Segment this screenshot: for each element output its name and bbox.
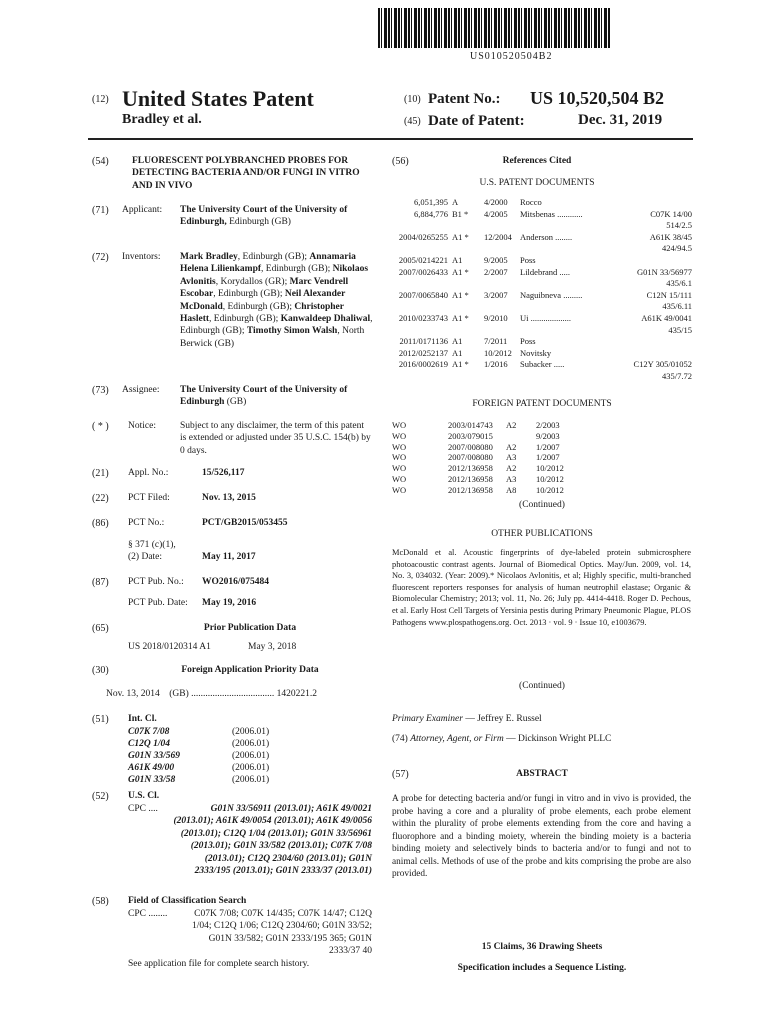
us-doc-cls: 435/15 <box>668 324 692 335</box>
us-doc-date: 4/2000 <box>484 197 508 207</box>
inventors-short: Bradley et al. <box>122 112 202 127</box>
priority-no: 1420221.2 <box>276 689 318 699</box>
us-doc-kind: A1 * <box>452 266 469 277</box>
us-doc-kind: A1 <box>452 347 463 358</box>
foreign-doc-date: 10/2012 <box>536 463 564 474</box>
priority-row <box>106 688 317 700</box>
inventor-name: Neil Alexander McDonald <box>180 289 346 312</box>
us-doc-kind: A <box>452 197 459 207</box>
foreign-doc-date: 9/2003 <box>536 430 560 441</box>
us-doc-name: Novitsky <box>520 347 552 358</box>
us-doc-cls: C12Y 305/01052 <box>633 359 692 370</box>
priority-dots: ................................... <box>191 689 275 699</box>
code-74: (74) <box>392 734 408 744</box>
us-doc-kind: A1 * <box>452 231 469 242</box>
patent-number: US 10,520,504 B2 <box>530 88 665 108</box>
us-doc-name: Poss <box>520 336 536 347</box>
code-52: (52) <box>92 791 109 802</box>
inventor-place: , Edinburgh (GB); <box>180 314 373 337</box>
pct-filed: Nov. 13, 2015 <box>202 493 256 503</box>
pct-pub-date-label: PCT Pub. Date: <box>128 598 188 608</box>
foreign-doc-kind: A3 <box>506 474 517 484</box>
field-note: See application file for complete search history. <box>128 959 310 969</box>
inventor-place: , North Berwick (GB) <box>180 326 365 349</box>
us-doc-kind: A1 * <box>452 289 469 300</box>
us-doc-cls: 514/2.5 <box>666 220 692 231</box>
foreign-doc-no: 2003/079015 <box>448 430 493 441</box>
inventor-place: , Edinburgh (GB); <box>213 289 285 300</box>
us-doc-name: Poss <box>520 255 536 265</box>
code-57: (57) <box>392 769 409 780</box>
other-pubs-text: McDonald et al. Acoustic fingerprints of dye-labeled protein submicrosphere photoacoustic contrast agents. Journal of Biomedical Optics. May/Jun. 2009, vol. 14, No. 3, 034032. (Year: 2009).* Nicolaos Avlonitis, et al; Highly specific, multi-branched fluorescent reporters responses for analysis of human neutrophil elastase; Organic & Biomolecular Chemistry; 2013; vol. 11, No. 26; July pp. 4414-4418. Roger D. Pechous, et al. Early Host Cell Targets of Yersinia pestis during Primary Pneumonic Plague, PLOS Pathogens www.plospathogens.org. Oct. 2013 · vol. 9 · Issue 10, e1003679. <box>392 548 691 627</box>
patent-date: Dec. 31, 2019 <box>578 112 663 128</box>
notice-label: Notice: <box>128 421 156 431</box>
us-doc-date: 1/2016 <box>484 359 508 370</box>
inventors-list <box>180 251 375 350</box>
code-30: (30) <box>92 665 109 676</box>
us-doc-kind: A1 <box>452 255 463 265</box>
us-doc-cls: A61K 49/0041 <box>641 313 692 323</box>
attorney <box>392 733 611 745</box>
inventor-name: Timothy Simon Walsh <box>246 326 338 337</box>
inventor-place: , Edinburgh (GB); <box>209 314 281 325</box>
us-doc-no: 2016/0002619 <box>398 359 448 370</box>
us-doc-cls: 435/7.72 <box>662 371 692 381</box>
us-doc-name: Mitsbenas ............ <box>520 208 583 219</box>
abstract-heading: ABSTRACT <box>516 769 568 779</box>
foreign-doc-date: 1/2007 <box>536 441 560 452</box>
us-doc-no: 2011/0171136 <box>399 336 448 347</box>
foreign-doc-kind: A3 <box>506 452 517 463</box>
int-cl-year: (2006.01) <box>232 775 270 785</box>
cpc-label: CPC .... <box>128 804 158 814</box>
foreign-doc-kind: A2 <box>506 420 517 430</box>
appl-no-label: Appl. No.: <box>128 468 169 478</box>
us-doc-no: 2010/0233743 <box>398 313 448 323</box>
code-56: (56) <box>392 156 409 167</box>
code-73: (73) <box>92 385 109 396</box>
us-doc-kind: B1 * <box>452 208 469 219</box>
continued-1: (Continued) <box>519 500 565 510</box>
continued-2: (Continued) <box>519 681 565 691</box>
primary-examiner-name: — Jeffrey E. Russel <box>462 714 542 724</box>
invention-title: FLUORESCENT POLYBRANCHED PROBES FOR DETECTING BACTERIA AND/OR FUNGI IN VITRO AND IN VIVO <box>132 156 360 191</box>
pct-filed-label: PCT Filed: <box>128 493 170 503</box>
inventor-place: , Edinburgh (GB); <box>237 252 310 262</box>
foreign-doc-c: WO <box>392 484 407 495</box>
foreign-doc-date: 10/2012 <box>536 474 564 484</box>
assignee-place: (GB) <box>224 397 247 408</box>
s371-label: § 371 (c)(1), <box>128 540 176 550</box>
code-58: (58) <box>92 896 109 907</box>
foreign-doc-date: 2/2003 <box>536 420 560 430</box>
us-docs-heading: U.S. PATENT DOCUMENTS <box>479 178 595 188</box>
foreign-doc-date: 10/2012 <box>536 484 564 495</box>
us-doc-name: Rocco <box>520 197 542 207</box>
code-10: (10) <box>404 94 421 105</box>
inventor-name: Mark Bradley <box>180 252 238 262</box>
patent-title: United States Patent <box>122 86 314 111</box>
inventor-place: , Korydallos (GR); <box>215 276 290 287</box>
foreign-doc-no: 2007/008080 <box>448 441 493 452</box>
prior-pub-heading: Prior Publication Data <box>203 623 297 633</box>
s371-date-label: (2) Date: <box>128 552 163 562</box>
int-cl-year: (2006.01) <box>232 739 270 749</box>
us-doc-name: Lildebrand ..... <box>520 266 571 277</box>
attorney-label: Attorney, Agent, or Firm <box>410 734 504 744</box>
us-doc-date: 7/2011 <box>484 336 508 347</box>
int-cl-year: (2006.01) <box>232 751 270 761</box>
priority-country: (GB) <box>169 689 189 699</box>
us-cl-label: U.S. Cl. <box>128 791 160 801</box>
foreign-doc-c: WO <box>392 441 407 452</box>
barcode <box>378 8 610 48</box>
us-doc-kind: A1 <box>452 336 463 347</box>
code-65: (65) <box>92 623 109 634</box>
primary-examiner <box>392 713 542 725</box>
us-doc-no: 6,884,776 <box>414 208 448 219</box>
foreign-priority-heading: Foreign Application Priority Data <box>181 665 319 675</box>
us-doc-date: 12/2004 <box>484 231 512 242</box>
applicant-place: Edinburgh (GB) <box>226 217 291 228</box>
inventor-name: Christopher Haslett <box>180 301 344 325</box>
foreign-doc-c: WO <box>392 420 407 430</box>
us-doc-cls: C12N 15/111 <box>646 289 692 300</box>
field-cpc-label: CPC ........ <box>128 909 168 919</box>
code-72: (72) <box>92 252 109 263</box>
assignee-label: Assignee: <box>122 385 160 395</box>
abstract-text: A probe for detecting bacteria and/or fungi in vitro and in vivo is provided, the probe having a core and a plurality of probe elements, each probe element within the plurality of probe elements extending from the core and having a fluorophore and a binding moiety, wherein the binding moiety is a bacteria binding moiety and selectively binds to bacteria and/or to fungi and not to animal cells. Methods of use of the probe and kits comprising the probe are also provided. <box>392 794 691 879</box>
us-doc-date: 3/2007 <box>484 289 508 300</box>
us-doc-no: 2007/0065840 <box>398 289 448 300</box>
other-pubs-heading: OTHER PUBLICATIONS <box>491 529 593 539</box>
cpc-text: G01N 33/56911 (2013.01); A61K 49/0021 (2013.01); A61K 49/0054 (2013.01); A61K 49/0056 (2013.01); C12Q 1/04 (2013.01); G01N 33/56961 (2013.01); G01N 33/582 (2013.01); C07K 7/08 (2013.01); C12Q 2304/60 (2013.01); G01N 2333/195 (2013.01); G01N 2333/37 (2013.01) <box>173 804 372 877</box>
foreign-heading: FOREIGN PATENT DOCUMENTS <box>472 399 612 409</box>
pct-pub-no-label: PCT Pub. No.: <box>128 577 184 587</box>
us-doc-no: 6,051,395 <box>414 197 448 207</box>
code-51: (51) <box>92 714 109 725</box>
int-cl-code: G01N 33/569 <box>128 751 180 761</box>
us-doc-kind: A1 * <box>452 313 469 323</box>
code-star: ( * ) <box>92 421 109 432</box>
s371-date: May 11, 2017 <box>202 552 256 562</box>
code-22: (22) <box>92 493 109 504</box>
applicant <box>180 204 370 229</box>
int-cl-label: Int. Cl. <box>128 714 157 724</box>
prior-pub-date: May 3, 2018 <box>248 642 297 652</box>
pct-no: PCT/GB2015/053455 <box>202 518 288 528</box>
foreign-doc-no: 2012/136958 <box>448 463 493 474</box>
us-doc-name: Anderson ........ <box>520 231 573 242</box>
pct-pub-no: WO2016/075484 <box>202 577 270 587</box>
us-doc-date: 9/2010 <box>484 313 508 323</box>
applicant-name: The University Court of the University of Edinburgh, <box>180 205 348 228</box>
us-doc-cls: 424/94.5 <box>662 243 692 254</box>
prior-pub-no: US 2018/0120314 A1 <box>128 642 211 652</box>
us-doc-name: Ui ................... <box>520 313 571 323</box>
us-doc-no: 2005/0214221 <box>398 255 448 265</box>
us-doc-no: 2007/0026433 <box>398 266 448 277</box>
field-search-label: Field of Classification Search <box>128 896 247 906</box>
inventor-name: Kanwaldeep Dhaliwal <box>280 314 371 325</box>
code-21: (21) <box>92 468 109 479</box>
int-cl-code: A61K 49/00 <box>128 763 175 773</box>
foreign-doc-kind: A2 <box>506 441 517 452</box>
code-87: (87) <box>92 577 109 588</box>
date-label: Date of Patent: <box>428 113 525 129</box>
inventor-name: Annamaria Helena Lilienkampf <box>180 252 356 275</box>
inventors-label: Inventors: <box>122 252 161 262</box>
us-doc-name: Subacker ..... <box>520 359 565 370</box>
us-doc-no: 2012/0252137 <box>398 347 448 358</box>
foreign-doc-no: 2003/014743 <box>448 420 493 430</box>
us-doc-cls: 435/6.11 <box>662 301 692 312</box>
code-54: (54) <box>92 156 109 167</box>
int-cl-year: (2006.01) <box>232 763 270 773</box>
inventor-name: Nikolaos Avlonitis <box>180 264 369 287</box>
pct-pub-date: May 19, 2016 <box>202 598 257 608</box>
foreign-doc-no: 2012/136958 <box>448 484 493 495</box>
inventor-place: , Edinburgh (GB); <box>261 264 333 275</box>
sequence-note: Specification includes a Sequence Listing. <box>457 963 627 973</box>
priority-date: Nov. 13, 2014 <box>106 689 160 699</box>
appl-no: 15/526,117 <box>202 468 245 478</box>
us-doc-cls: C07K 14/00 <box>650 208 692 219</box>
assignee <box>180 384 370 409</box>
attorney-name: — Dickinson Wright PLLC <box>503 734 612 744</box>
code-86: (86) <box>92 518 109 529</box>
code-12: (12) <box>92 94 109 105</box>
foreign-doc-kind: A2 <box>506 463 517 474</box>
foreign-doc-c: WO <box>392 430 407 441</box>
us-doc-kind: A1 * <box>452 359 469 370</box>
primary-examiner-label: Primary Examiner <box>392 714 463 724</box>
us-doc-cls: G01N 33/56977 <box>636 266 692 277</box>
inventor-place: , Edinburgh (GB); <box>222 301 295 312</box>
barcode-number: US010520504B2 <box>470 51 553 62</box>
int-cl-code: C07K 7/08 <box>128 727 170 737</box>
us-doc-cls: A61K 38/45 <box>649 231 692 242</box>
inventor-name: Marc Vendrell Escobar <box>180 276 349 300</box>
us-doc-date: 2/2007 <box>484 266 508 277</box>
int-cl-code: G01N 33/58 <box>128 775 176 785</box>
foreign-doc-no: 2012/136958 <box>448 474 493 484</box>
applicant-label: Applicant: <box>122 205 163 215</box>
foreign-doc-c: WO <box>392 463 407 474</box>
us-doc-cls: 435/6.1 <box>666 278 692 289</box>
foreign-doc-c: WO <box>392 452 407 463</box>
int-cl-code: C12Q 1/04 <box>128 739 170 749</box>
us-doc-date: 4/2005 <box>484 208 508 219</box>
int-cl-year: (2006.01) <box>232 727 270 737</box>
us-doc-date: 9/2005 <box>484 255 508 265</box>
field-cpc: C07K 7/08; C07K 14/435; C07K 14/47; C12Q 1/04; C12Q 1/06; C12Q 2304/60; G01N 33/52; G01N 33/582; G01N 2333/195 365; G01N 2333/37 40 <box>192 909 372 957</box>
header-rule <box>88 138 693 140</box>
notice-text: Subject to any disclaimer, the term of this patent is extended or adjusted under 35 U.S.C. 154(b) by 0 days. <box>180 421 371 456</box>
claims-summary: 15 Claims, 36 Drawing Sheets <box>481 942 603 952</box>
foreign-doc-kind: A8 <box>506 484 517 495</box>
code-71: (71) <box>92 205 109 216</box>
us-doc-no: 2004/0265255 <box>398 231 448 242</box>
foreign-doc-date: 1/2007 <box>536 452 560 463</box>
patent-no-label: Patent No.: <box>428 91 501 107</box>
us-doc-date: 10/2012 <box>484 347 512 358</box>
foreign-doc-c: WO <box>392 474 407 484</box>
assignee-name: The University Court of the University of Edinburgh <box>180 385 348 408</box>
refs-heading: References Cited <box>502 156 572 166</box>
code-45: (45) <box>404 116 421 127</box>
us-doc-name: Naguibneva ......... <box>520 289 583 300</box>
pct-no-label: PCT No.: <box>128 518 165 528</box>
foreign-doc-no: 2007/008080 <box>448 452 493 463</box>
